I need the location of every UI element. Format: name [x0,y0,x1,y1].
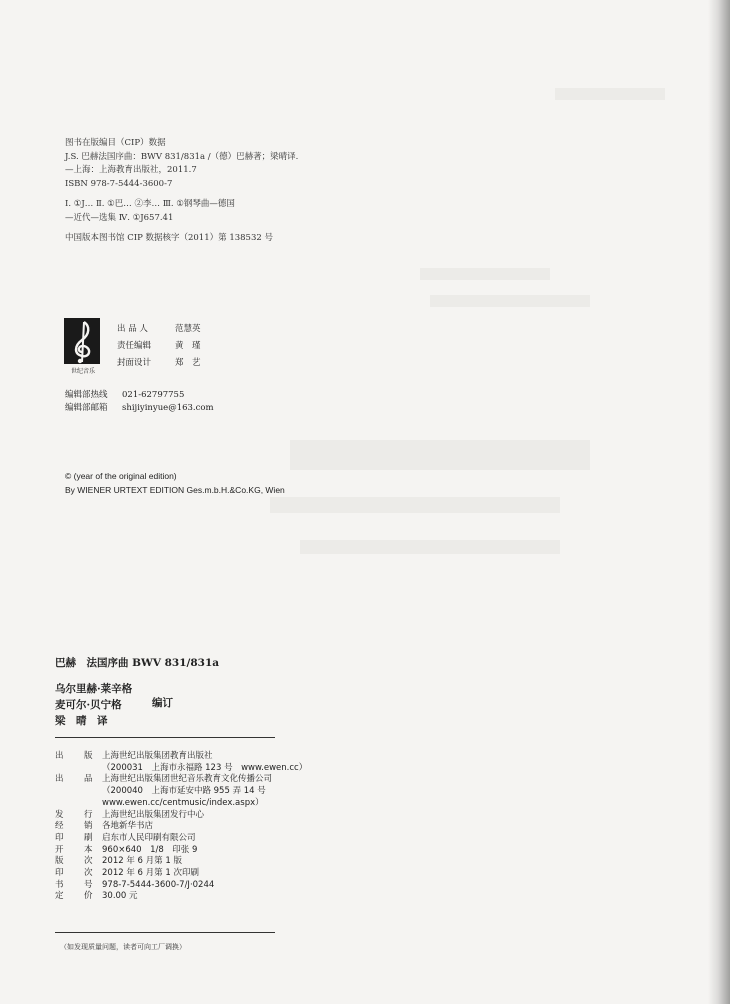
show-through-mark [270,497,560,513]
publication-label [55,821,102,833]
publication-row [55,798,307,810]
publication-row [55,868,307,880]
cip-line: Ⅰ. ①J… Ⅱ. ①巴… ②李… Ⅲ. ①钢琴曲—德国 [65,199,235,209]
credit-value: 黄 瑾 [175,341,201,351]
publication-label-char [84,798,94,810]
quality-notice: （如发现质量问题，读者可向工厂调换） [60,943,186,951]
show-through-mark [300,540,560,554]
contact-label: 编辑部邮箱 [65,403,108,413]
publication-label-char: 书 [55,879,64,890]
contact-row [65,402,214,415]
logo-caption: 世纪音乐 [70,368,95,375]
publication-label-char: 次 [84,868,93,879]
publication-value: 上海世纪出版集团世纪音乐教育文化传播公司 [102,774,273,785]
publication-label-char: 印 [55,832,64,843]
publication-row [55,810,307,822]
publication-label-char: 版 [84,751,93,761]
publication-label [55,798,102,810]
cip-isbn: ISBN 978-7-5444-3600-7 [65,178,173,189]
credit-label: 封面设计 [117,358,152,368]
publication-value: （200040 上海市延安中路 955 弄 14 号 [102,786,266,797]
publication-label [55,891,102,903]
publication-value: 978-7-5444-3600-7/J·0244 [102,879,215,890]
publication-label [55,774,102,786]
show-through-mark [555,88,665,100]
publication-row [55,880,307,892]
publication-label [55,845,102,857]
publication-row [55,845,307,857]
contact-phone: 021-62797755 [122,390,185,400]
book-title: 巴赫 法国序曲 BWV 831/831a [55,657,220,669]
contact-row [65,389,214,402]
editor-name: 麦可尔·贝宁格 [55,699,122,711]
publication-label [55,868,102,880]
publication-label-char: 定 [55,891,64,902]
publication-value: （200031 上海市永福路 123 号 www.ewen.cc） [102,762,308,773]
credit-value: 郑 艺 [175,358,201,368]
publication-label-char [55,786,65,798]
publication-label [55,880,102,892]
publication-label-char: 开 [55,844,64,855]
contact-label: 编辑部热线 [65,390,108,400]
publication-label-char: 品 [84,774,93,785]
publication-value: 启东市人民印刷有限公司 [102,832,196,843]
publication-value: www.ewen.cc/centmusic/index.aspx） [102,797,264,808]
credit-label: 责任编辑 [117,341,152,351]
publication-details [55,751,307,903]
editors-list [55,681,132,729]
publication-label [55,763,102,775]
cip-data-block [65,137,298,246]
publication-row [55,763,307,775]
publication-label-char [84,763,94,775]
divider [55,737,275,738]
publication-value: 各地新华书店 [102,821,154,832]
publication-value: 2012 年 6 月第 1 次印刷 [102,868,199,879]
copyright-line: © (year of the original edition) [65,471,177,481]
publication-label-char: 号 [84,879,93,890]
publication-label-char: 次 [84,856,93,867]
cip-line: J.S. 巴赫法国序曲：BWV 831/831a /（德）巴赫著；梁晴译. [65,151,299,162]
credits-list [117,321,201,372]
publication-value: 30.00 元 [102,891,138,902]
copyright-notice [65,470,285,497]
contact-email: shijiyinyue@163.com [122,403,214,413]
show-through-mark [430,295,590,307]
publication-label-char [55,798,65,810]
editor-name: 乌尔里赫·莱辛格 [55,683,133,695]
publication-label-char: 版 [55,856,64,867]
publication-label [55,751,102,763]
publication-label [55,833,102,845]
publication-label-char: 刷 [84,832,93,843]
publication-value: 960×640 1/8 印张 9 [102,844,198,855]
credit-label: 出 品 人 [117,324,148,334]
translator-name: 梁 晴 译 [55,715,108,727]
publication-label [55,856,102,868]
publication-value: 上海世纪出版集团发行中心 [102,809,205,820]
publication-row [55,833,307,845]
publication-label-char: 经 [55,821,64,832]
credit-row [117,321,201,338]
cip-line: —上海：上海教育出版社，2011.7 [65,165,197,175]
page-gutter-shadow [708,0,730,1004]
copyright-line: By WIENER URTEXT EDITION Ges.m.b.H.&Co.KG, Wien [65,484,285,495]
publication-label-char: 出 [55,774,64,785]
publication-label-char: 本 [84,844,93,855]
credit-value: 范慧英 [175,324,201,334]
cip-record-number: 中国版本图书馆 CIP 数据核字（2011）第 138532 号 [65,233,273,243]
cip-heading: 图书在版编目（CIP）数据 [65,138,166,148]
publication-label [55,810,102,822]
editor-role: 编订 [152,697,173,709]
publication-label-char [55,763,65,775]
credit-row [117,338,201,355]
publisher-logo [64,318,102,376]
publication-row [55,891,307,903]
publication-label-char: 销 [84,821,93,832]
publication-row [55,856,307,868]
publication-value: 上海世纪出版集团教育出版社 [102,751,213,761]
show-through-mark [420,268,550,280]
cip-line: —近代—选集 Ⅳ. ①J657.41 [65,212,174,223]
credit-row [117,355,201,372]
publication-label-char: 行 [84,809,93,820]
publication-row [55,786,307,798]
publication-label-char: 价 [84,891,93,902]
show-through-mark [290,440,590,470]
publication-label-char: 发 [55,809,64,820]
publication-row [55,774,307,786]
publication-label [55,786,102,798]
contact-info [65,389,214,415]
publication-label-char: 出 [55,751,64,761]
publication-label-char: 印 [55,868,64,879]
publication-row [55,821,307,833]
publication-row [55,751,307,763]
publication-value: 2012 年 6 月第 1 版 [102,856,182,867]
divider [55,932,275,933]
publication-label-char [84,786,94,798]
treble-clef-icon [64,318,100,364]
